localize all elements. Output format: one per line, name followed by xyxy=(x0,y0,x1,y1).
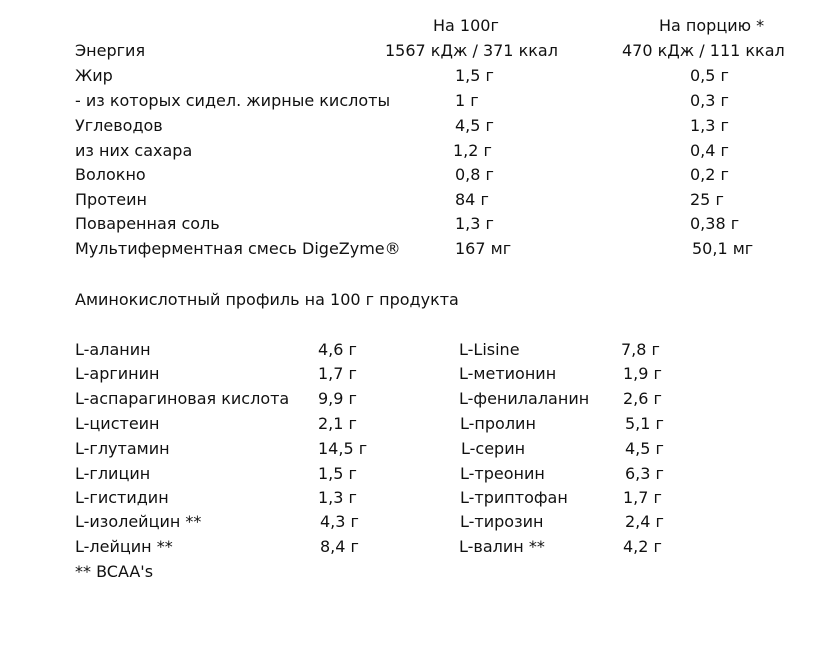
nutrition-row-per-serving: 50,1 мг xyxy=(692,239,754,258)
amino-right-name: L-тирозин xyxy=(460,512,544,531)
nutrition-row-per100: 1567 кДж / 371 ккал xyxy=(385,41,558,60)
amino-right-name: L-фенилаланин xyxy=(459,389,590,408)
amino-left-name: L-лейцин ** xyxy=(75,537,173,556)
amino-right-value: 7,8 г xyxy=(621,340,660,359)
amino-left-value: 4,6 г xyxy=(318,340,357,359)
amino-right-value: 5,1 г xyxy=(625,414,664,433)
nutrition-row-name: - из которых сидел. жирные кислоты xyxy=(75,91,391,110)
nutrition-row-name: Поваренная соль xyxy=(75,214,220,233)
amino-left-value: 8,4 г xyxy=(320,537,359,556)
header-per-serving: На порцию * xyxy=(659,16,765,35)
amino-right-name: L-метионин xyxy=(459,364,557,383)
nutrition-row-per100: 1,3 г xyxy=(455,214,494,233)
nutrition-row-per-serving: 470 кДж / 111 ккал xyxy=(622,41,785,60)
bcaa-footnote: ** BCAA's xyxy=(75,562,154,581)
amino-right-value: 2,4 г xyxy=(625,512,664,531)
nutrition-row-per100: 1,2 г xyxy=(453,141,492,160)
nutrition-row-name: Мультиферментная смесь DigeZyme® xyxy=(75,239,401,258)
amino-left-name: L-глицин xyxy=(75,464,151,483)
nutrition-row-name: из них сахара xyxy=(75,141,193,160)
nutrition-row-per-serving: 0,38 г xyxy=(690,214,740,233)
amino-right-name: L-валин ** xyxy=(459,537,545,556)
nutrition-row-per100: 167 мг xyxy=(455,239,512,258)
nutrition-row-per-serving: 0,5 г xyxy=(690,66,729,85)
amino-left-value: 2,1 г xyxy=(318,414,357,433)
amino-left-value: 9,9 г xyxy=(318,389,357,408)
nutrition-row-per-serving: 1,3 г xyxy=(690,116,729,135)
nutrition-row-name: Жир xyxy=(75,66,113,85)
amino-left-name: L-гистидин xyxy=(75,488,169,507)
amino-profile-title: Аминокислотный профиль на 100 г продукта xyxy=(75,290,459,309)
amino-right-name: L-пролин xyxy=(460,414,536,433)
amino-right-name: L-серин xyxy=(461,439,526,458)
amino-right-name: L-триптофан xyxy=(460,488,568,507)
header-per-100g: На 100г xyxy=(433,16,499,35)
nutrition-row-per-serving: 25 г xyxy=(690,190,724,209)
amino-right-value: 6,3 г xyxy=(625,464,664,483)
nutrition-row-name: Волокно xyxy=(75,165,146,184)
nutrition-row-per100: 1 г xyxy=(455,91,479,110)
nutrition-row-per-serving: 0,3 г xyxy=(690,91,729,110)
amino-left-value: 4,3 г xyxy=(320,512,359,531)
amino-right-value: 4,2 г xyxy=(623,537,662,556)
amino-right-value: 1,9 г xyxy=(623,364,662,383)
amino-left-name: L-глутамин xyxy=(75,439,170,458)
amino-left-value: 1,5 г xyxy=(318,464,357,483)
nutrition-row-per100: 4,5 г xyxy=(455,116,494,135)
nutrition-row-name: Протеин xyxy=(75,190,147,209)
amino-left-value: 14,5 г xyxy=(318,439,368,458)
amino-right-value: 2,6 г xyxy=(623,389,662,408)
amino-right-name: L-Lisine xyxy=(459,340,520,359)
amino-left-name: L-цистеин xyxy=(75,414,160,433)
nutrition-row-per-serving: 0,4 г xyxy=(690,141,729,160)
amino-right-name: L-треонин xyxy=(460,464,545,483)
nutrition-row-per100: 84 г xyxy=(455,190,489,209)
amino-left-value: 1,7 г xyxy=(318,364,357,383)
nutrition-row-per100: 1,5 г xyxy=(455,66,494,85)
amino-left-value: 1,3 г xyxy=(318,488,357,507)
amino-left-name: L-аланин xyxy=(75,340,151,359)
amino-left-name: L-аспарагиновая кислота xyxy=(75,389,290,408)
amino-right-value: 4,5 г xyxy=(625,439,664,458)
nutrition-row-name: Энергия xyxy=(75,41,146,60)
amino-right-value: 1,7 г xyxy=(623,488,662,507)
amino-left-name: L-изолейцин ** xyxy=(75,512,202,531)
nutrition-row-per100: 0,8 г xyxy=(455,165,494,184)
amino-left-name: L-аргинин xyxy=(75,364,160,383)
nutrition-row-per-serving: 0,2 г xyxy=(690,165,729,184)
nutrition-row-name: Углеводов xyxy=(75,116,163,135)
